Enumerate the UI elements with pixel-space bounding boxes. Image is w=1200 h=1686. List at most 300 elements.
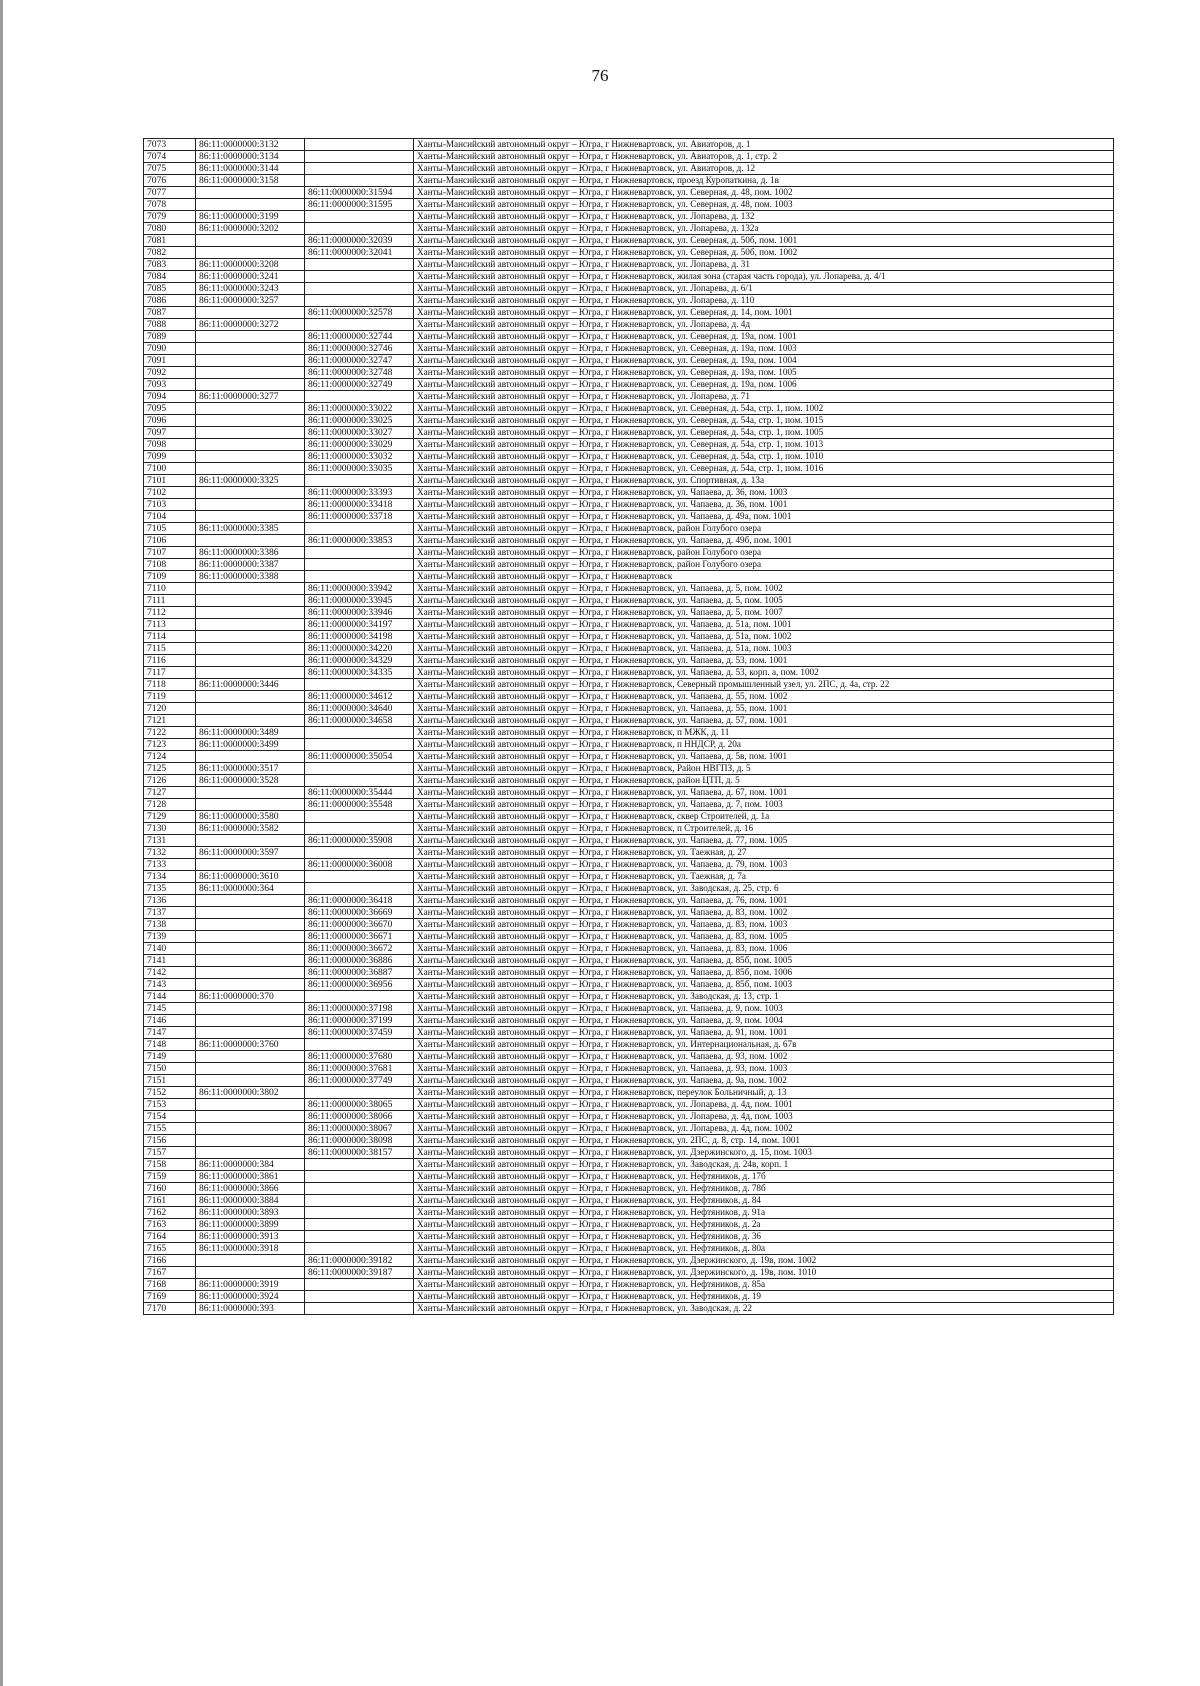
- sub-cadastral-number-cell: 86:11:0000000:37199: [305, 1015, 414, 1027]
- registry-table-body: [144, 139, 1114, 1315]
- sub-cadastral-number-cell: 86:11:0000000:33393: [305, 487, 414, 499]
- sub-cadastral-number-cell: 86:11:0000000:38098: [305, 1135, 414, 1147]
- row-number-cell: 7153: [144, 1099, 196, 1111]
- cadastral-number-cell: 86:11:0000000:3861: [196, 1171, 305, 1183]
- row-number-cell: 7103: [144, 499, 196, 511]
- address-cell: Ханты-Мансийский автономный округ – Югра, г Нижневартовск, переулок Больничный, д. 13: [414, 1087, 1114, 1099]
- table-row: [144, 403, 1114, 415]
- row-number-cell: 7132: [144, 847, 196, 859]
- row-number-cell: 7134: [144, 871, 196, 883]
- row-number-cell: 7160: [144, 1183, 196, 1195]
- sub-cadastral-number-cell: 86:11:0000000:36669: [305, 907, 414, 919]
- row-number-cell: 7146: [144, 1015, 196, 1027]
- cadastral-number-cell: [196, 835, 305, 847]
- table-row: [144, 175, 1114, 187]
- address-cell: Ханты-Мансийский автономный округ – Югра, г Нижневартовск, ул. Нефтяников, д. 19: [414, 1291, 1114, 1303]
- address-cell: Ханты-Мансийский автономный округ – Югра, г Нижневартовск, ул. Таежная, д. 27: [414, 847, 1114, 859]
- table-row: [144, 187, 1114, 199]
- address-cell: Ханты-Мансийский автономный округ – Югра, г Нижневартовск, ул. Чапаева, д. 9, пом. 1003: [414, 1003, 1114, 1015]
- sub-cadastral-number-cell: [305, 1039, 414, 1051]
- sub-cadastral-number-cell: 86:11:0000000:33945: [305, 595, 414, 607]
- sub-cadastral-number-cell: 86:11:0000000:33853: [305, 535, 414, 547]
- row-number-cell: 7125: [144, 763, 196, 775]
- row-number-cell: 7101: [144, 475, 196, 487]
- cadastral-number-cell: 86:11:0000000:3582: [196, 823, 305, 835]
- address-cell: Ханты-Мансийский автономный округ – Югра, г Нижневартовск, проезд Куропаткина, д. 1в: [414, 175, 1114, 187]
- cadastral-number-cell: [196, 187, 305, 199]
- row-number-cell: 7092: [144, 367, 196, 379]
- row-number-cell: 7155: [144, 1123, 196, 1135]
- sub-cadastral-number-cell: [305, 319, 414, 331]
- cadastral-number-cell: [196, 967, 305, 979]
- address-cell: Ханты-Мансийский автономный округ – Югра, г Нижневартовск, ул. Чапаева, д. 83, пом. 1002: [414, 907, 1114, 919]
- table-row: [144, 151, 1114, 163]
- address-cell: Ханты-Мансийский автономный округ – Югра, г Нижневартовск, ул. Северная, д. 19а, пом. 1005: [414, 367, 1114, 379]
- table-row: [144, 163, 1114, 175]
- table-row: [144, 1219, 1114, 1231]
- sub-cadastral-number-cell: 86:11:0000000:33946: [305, 607, 414, 619]
- table-row: [144, 871, 1114, 883]
- cadastral-number-cell: [196, 403, 305, 415]
- table-row: [144, 847, 1114, 859]
- address-cell: Ханты-Мансийский автономный округ – Югра, г Нижневартовск, ул. Северная, д. 54а, стр. 1, пом. 1016: [414, 463, 1114, 475]
- address-cell: Ханты-Мансийский автономный округ – Югра, г Нижневартовск, ул. Чапаева, д. 83, пом. 1006: [414, 943, 1114, 955]
- address-cell: Ханты-Мансийский автономный округ – Югра, г Нижневартовск, район Голубого озера: [414, 547, 1114, 559]
- address-cell: Ханты-Мансийский автономный округ – Югра, г Нижневартовск, ул. Чапаева, д. 49б, пом. 1001: [414, 535, 1114, 547]
- address-cell: Ханты-Мансийский автономный округ – Югра, г Нижневартовск, ул. Чапаева, д. 55, пом. 1001: [414, 703, 1114, 715]
- cadastral-number-cell: 86:11:0000000:3580: [196, 811, 305, 823]
- row-number-cell: 7120: [144, 703, 196, 715]
- sub-cadastral-number-cell: 86:11:0000000:33942: [305, 583, 414, 595]
- cadastral-number-cell: [196, 751, 305, 763]
- table-row: [144, 1111, 1114, 1123]
- cadastral-number-cell: [196, 343, 305, 355]
- address-cell: Ханты-Мансийский автономный округ – Югра, г Нижневартовск, ул. Чапаева, д. 67, пом. 1001: [414, 787, 1114, 799]
- table-row: [144, 559, 1114, 571]
- cadastral-number-cell: [196, 463, 305, 475]
- table-row: [144, 799, 1114, 811]
- row-number-cell: 7117: [144, 667, 196, 679]
- sub-cadastral-number-cell: 86:11:0000000:32749: [305, 379, 414, 391]
- row-number-cell: 7150: [144, 1063, 196, 1075]
- cadastral-number-cell: [196, 1027, 305, 1039]
- sub-cadastral-number-cell: [305, 1231, 414, 1243]
- address-cell: Ханты-Мансийский автономный округ – Югра, г Нижневартовск, ул. Чапаева, д. 93, пом. 1002: [414, 1051, 1114, 1063]
- table-row: [144, 1075, 1114, 1087]
- sub-cadastral-number-cell: [305, 295, 414, 307]
- address-cell: Ханты-Мансийский автономный округ – Югра, г Нижневартовск, ул. Северная, д. 50б, пом. 1001: [414, 235, 1114, 247]
- row-number-cell: 7163: [144, 1219, 196, 1231]
- row-number-cell: 7108: [144, 559, 196, 571]
- address-cell: Ханты-Мансийский автономный округ – Югра, г Нижневартовск, ул. Чапаева, д. 55, пом. 1002: [414, 691, 1114, 703]
- table-row: [144, 775, 1114, 787]
- row-number-cell: 7157: [144, 1147, 196, 1159]
- table-row: [144, 259, 1114, 271]
- sub-cadastral-number-cell: 86:11:0000000:32744: [305, 331, 414, 343]
- sub-cadastral-number-cell: [305, 991, 414, 1003]
- cadastral-number-cell: [196, 355, 305, 367]
- cadastral-number-cell: [196, 367, 305, 379]
- address-cell: Ханты-Мансийский автономный округ – Югра, г Нижневартовск, ул. Дзержинского, д. 15, пом. 1003: [414, 1147, 1114, 1159]
- cadastral-number-cell: [196, 1099, 305, 1111]
- row-number-cell: 7136: [144, 895, 196, 907]
- address-cell: Ханты-Мансийский автономный округ – Югра, г Нижневартовск, ул. Северная, д. 54а, стр. 1, пом. 1002: [414, 403, 1114, 415]
- row-number-cell: 7073: [144, 139, 196, 151]
- sub-cadastral-number-cell: 86:11:0000000:36008: [305, 859, 414, 871]
- table-row: [144, 955, 1114, 967]
- row-number-cell: 7152: [144, 1087, 196, 1099]
- cadastral-number-cell: 86:11:0000000:3893: [196, 1207, 305, 1219]
- address-cell: Ханты-Мансийский автономный округ – Югра, г Нижневартовск, ул. Лопарева, д. 6/1: [414, 283, 1114, 295]
- sub-cadastral-number-cell: [305, 1171, 414, 1183]
- sub-cadastral-number-cell: [305, 1159, 414, 1171]
- address-cell: Ханты-Мансийский автономный округ – Югра, г Нижневартовск, ул. Лопарева, д. 71: [414, 391, 1114, 403]
- sub-cadastral-number-cell: 86:11:0000000:33032: [305, 451, 414, 463]
- address-cell: Ханты-Мансийский автономный округ – Югра, г Нижневартовск, ул. Чапаева, д. 53, пом. 1001: [414, 655, 1114, 667]
- cadastral-number-cell: 86:11:0000000:3866: [196, 1183, 305, 1195]
- sub-cadastral-number-cell: 86:11:0000000:39182: [305, 1255, 414, 1267]
- table-row: [144, 523, 1114, 535]
- row-number-cell: 7143: [144, 979, 196, 991]
- sub-cadastral-number-cell: [305, 175, 414, 187]
- address-cell: Ханты-Мансийский автономный округ – Югра, г Нижневартовск, ул. Чапаева, д. 51а, пом. 1001: [414, 619, 1114, 631]
- sub-cadastral-number-cell: [305, 847, 414, 859]
- cadastral-number-cell: [196, 427, 305, 439]
- row-number-cell: 7166: [144, 1255, 196, 1267]
- table-row: [144, 295, 1114, 307]
- address-cell: Ханты-Мансийский автономный округ – Югра, г Нижневартовск, ул. Северная, д. 19а, пом. 1004: [414, 355, 1114, 367]
- cadastral-number-cell: [196, 499, 305, 511]
- table-row: [144, 235, 1114, 247]
- cadastral-number-cell: [196, 247, 305, 259]
- row-number-cell: 7140: [144, 943, 196, 955]
- cadastral-number-cell: [196, 919, 305, 931]
- cadastral-number-cell: 86:11:0000000:3158: [196, 175, 305, 187]
- address-cell: Ханты-Мансийский автономный округ – Югра, г Нижневартовск, ул. Заводская, д. 24в, корп. 1: [414, 1159, 1114, 1171]
- sub-cadastral-number-cell: 86:11:0000000:34640: [305, 703, 414, 715]
- row-number-cell: 7112: [144, 607, 196, 619]
- table-row: [144, 415, 1114, 427]
- row-number-cell: 7144: [144, 991, 196, 1003]
- cadastral-number-cell: 86:11:0000000:3924: [196, 1291, 305, 1303]
- address-cell: Ханты-Мансийский автономный округ – Югра, г Нижневартовск, ул. Заводская, д. 22: [414, 1303, 1114, 1315]
- row-number-cell: 7148: [144, 1039, 196, 1051]
- address-cell: Ханты-Мансийский автономный округ – Югра, г Нижневартовск, ул. Северная, д. 54а, стр. 1, пом. 1005: [414, 427, 1114, 439]
- row-number-cell: 7159: [144, 1171, 196, 1183]
- row-number-cell: 7107: [144, 547, 196, 559]
- table-row: [144, 439, 1114, 451]
- registry-table: [143, 138, 1114, 1315]
- address-cell: Ханты-Мансийский автономный округ – Югра, г Нижневартовск, ул. Чапаева, д. 51а, пом. 1003: [414, 643, 1114, 655]
- address-cell: Ханты-Мансийский автономный округ – Югра, г Нижневартовск, ул. Чапаева, д. 5, пом. 1007: [414, 607, 1114, 619]
- cadastral-number-cell: 86:11:0000000:364: [196, 883, 305, 895]
- sub-cadastral-number-cell: [305, 139, 414, 151]
- sub-cadastral-number-cell: [305, 559, 414, 571]
- table-row: [144, 1135, 1114, 1147]
- sub-cadastral-number-cell: 86:11:0000000:36670: [305, 919, 414, 931]
- cadastral-number-cell: [196, 379, 305, 391]
- address-cell: Ханты-Мансийский автономный округ – Югра, г Нижневартовск, ул. Чапаева, д. 83, пом. 1003: [414, 919, 1114, 931]
- row-number-cell: 7156: [144, 1135, 196, 1147]
- sub-cadastral-number-cell: 86:11:0000000:32578: [305, 307, 414, 319]
- table-row: [144, 535, 1114, 547]
- cadastral-number-cell: 86:11:0000000:3528: [196, 775, 305, 787]
- sub-cadastral-number-cell: [305, 475, 414, 487]
- address-cell: Ханты-Мансийский автономный округ – Югра, г Нижневартовск, ул. Спортивная, д. 13а: [414, 475, 1114, 487]
- sub-cadastral-number-cell: 86:11:0000000:33022: [305, 403, 414, 415]
- sub-cadastral-number-cell: 86:11:0000000:36956: [305, 979, 414, 991]
- address-cell: Ханты-Мансийский автономный округ – Югра, г Нижневартовск, ул. Заводская, д. 13, стр. 1: [414, 991, 1114, 1003]
- sub-cadastral-number-cell: 86:11:0000000:31595: [305, 199, 414, 211]
- cadastral-number-cell: 86:11:0000000:3325: [196, 475, 305, 487]
- row-number-cell: 7082: [144, 247, 196, 259]
- table-row: [144, 547, 1114, 559]
- table-row: [144, 715, 1114, 727]
- row-number-cell: 7088: [144, 319, 196, 331]
- sub-cadastral-number-cell: [305, 547, 414, 559]
- table-row: [144, 727, 1114, 739]
- table-row: [144, 247, 1114, 259]
- row-number-cell: 7077: [144, 187, 196, 199]
- table-row: [144, 139, 1114, 151]
- sub-cadastral-number-cell: 86:11:0000000:34658: [305, 715, 414, 727]
- address-cell: Ханты-Мансийский автономный округ – Югра, г Нижневартовск, ул. Авиаторов, д. 1: [414, 139, 1114, 151]
- address-cell: Ханты-Мансийский автономный округ – Югра, г Нижневартовск, ул. 2ПС, д. 8, стр. 14, пом. 1001: [414, 1135, 1114, 1147]
- address-cell: Ханты-Мансийский автономный округ – Югра, г Нижневартовск, ул. Нефтяников, д. 80а: [414, 1243, 1114, 1255]
- row-number-cell: 7106: [144, 535, 196, 547]
- cadastral-number-cell: [196, 787, 305, 799]
- address-cell: Ханты-Мансийский автономный округ – Югра, г Нижневартовск, ул. Чапаева, д. 85б, пом. 1006: [414, 967, 1114, 979]
- row-number-cell: 7164: [144, 1231, 196, 1243]
- address-cell: Ханты-Мансийский автономный округ – Югра, г Нижневартовск, ул. Лопарева, д. 110: [414, 295, 1114, 307]
- sub-cadastral-number-cell: 86:11:0000000:34612: [305, 691, 414, 703]
- cadastral-number-cell: 86:11:0000000:3257: [196, 295, 305, 307]
- cadastral-number-cell: [196, 487, 305, 499]
- address-cell: Ханты-Мансийский автономный округ – Югра, г Нижневартовск, ул. Чапаева, д. 77, пом. 1005: [414, 835, 1114, 847]
- row-number-cell: 7074: [144, 151, 196, 163]
- cadastral-number-cell: [196, 415, 305, 427]
- address-cell: Ханты-Мансийский автономный округ – Югра, г Нижневартовск, ул. Северная, д. 19а, пом. 1001: [414, 331, 1114, 343]
- sub-cadastral-number-cell: 86:11:0000000:36418: [305, 895, 414, 907]
- sub-cadastral-number-cell: 86:11:0000000:34197: [305, 619, 414, 631]
- row-number-cell: 7109: [144, 571, 196, 583]
- sub-cadastral-number-cell: [305, 823, 414, 835]
- table-row: [144, 835, 1114, 847]
- table-row: [144, 607, 1114, 619]
- cadastral-number-cell: [196, 631, 305, 643]
- sub-cadastral-number-cell: [305, 211, 414, 223]
- row-number-cell: 7128: [144, 799, 196, 811]
- table-row: [144, 811, 1114, 823]
- row-number-cell: 7138: [144, 919, 196, 931]
- cadastral-number-cell: [196, 199, 305, 211]
- address-cell: Ханты-Мансийский автономный округ – Югра, г Нижневартовск, ул. Северная, д. 54а, стр. 1, пом. 1013: [414, 439, 1114, 451]
- row-number-cell: 7130: [144, 823, 196, 835]
- cadastral-number-cell: [196, 667, 305, 679]
- table-row: [144, 1195, 1114, 1207]
- cadastral-number-cell: [196, 1135, 305, 1147]
- address-cell: Ханты-Мансийский автономный округ – Югра, г Нижневартовск, ул. Чапаева, д. 5в, пом. 1001: [414, 751, 1114, 763]
- address-cell: Ханты-Мансийский автономный округ – Югра, г Нижневартовск, п Строителей, д. 16: [414, 823, 1114, 835]
- cadastral-number-cell: 86:11:0000000:3760: [196, 1039, 305, 1051]
- cadastral-number-cell: 86:11:0000000:3243: [196, 283, 305, 295]
- cadastral-number-cell: [196, 931, 305, 943]
- table-row: [144, 979, 1114, 991]
- address-cell: Ханты-Мансийский автономный округ – Югра, г Нижневартовск, ул. Чапаева, д. 79, пом. 1003: [414, 859, 1114, 871]
- row-number-cell: 7123: [144, 739, 196, 751]
- sub-cadastral-number-cell: 86:11:0000000:37680: [305, 1051, 414, 1063]
- row-number-cell: 7158: [144, 1159, 196, 1171]
- cadastral-number-cell: [196, 655, 305, 667]
- cadastral-number-cell: 86:11:0000000:3386: [196, 547, 305, 559]
- address-cell: Ханты-Мансийский автономный округ – Югра, г Нижневартовск, п МЖК, д. 11: [414, 727, 1114, 739]
- table-row: [144, 967, 1114, 979]
- address-cell: Ханты-Мансийский автономный округ – Югра, г Нижневартовск, п ННДСР, д. 20а: [414, 739, 1114, 751]
- cadastral-number-cell: [196, 895, 305, 907]
- row-number-cell: 7113: [144, 619, 196, 631]
- row-number-cell: 7089: [144, 331, 196, 343]
- cadastral-number-cell: [196, 235, 305, 247]
- sub-cadastral-number-cell: [305, 871, 414, 883]
- sub-cadastral-number-cell: [305, 223, 414, 235]
- cadastral-number-cell: 86:11:0000000:3918: [196, 1243, 305, 1255]
- address-cell: Ханты-Мансийский автономный округ – Югра, г Нижневартовск, ул. Лопарева, д. 4д, пом. 1002: [414, 1123, 1114, 1135]
- cadastral-number-cell: [196, 1267, 305, 1279]
- cadastral-number-cell: [196, 307, 305, 319]
- sub-cadastral-number-cell: 86:11:0000000:38157: [305, 1147, 414, 1159]
- table-row: [144, 451, 1114, 463]
- sub-cadastral-number-cell: 86:11:0000000:38065: [305, 1099, 414, 1111]
- row-number-cell: 7137: [144, 907, 196, 919]
- sub-cadastral-number-cell: [305, 1279, 414, 1291]
- cadastral-number-cell: [196, 955, 305, 967]
- address-cell: Ханты-Мансийский автономный округ – Югра, г Нижневартовск, Район НВГПЗ, д. 5: [414, 763, 1114, 775]
- sub-cadastral-number-cell: [305, 727, 414, 739]
- address-cell: Ханты-Мансийский автономный округ – Югра, г Нижневартовск, ул. Лопарева, д. 132а: [414, 223, 1114, 235]
- row-number-cell: 7091: [144, 355, 196, 367]
- table-row: [144, 1267, 1114, 1279]
- table-row: [144, 895, 1114, 907]
- cadastral-number-cell: [196, 511, 305, 523]
- cadastral-number-cell: [196, 643, 305, 655]
- cadastral-number-cell: [196, 331, 305, 343]
- row-number-cell: 7115: [144, 643, 196, 655]
- cadastral-number-cell: [196, 703, 305, 715]
- sub-cadastral-number-cell: [305, 775, 414, 787]
- row-number-cell: 7094: [144, 391, 196, 403]
- address-cell: Ханты-Мансийский автономный округ – Югра, г Нижневартовск, ул. Чапаева, д. 49а, пом. 1001: [414, 511, 1114, 523]
- cadastral-number-cell: [196, 595, 305, 607]
- sub-cadastral-number-cell: 86:11:0000000:36671: [305, 931, 414, 943]
- row-number-cell: 7081: [144, 235, 196, 247]
- cadastral-number-cell: 86:11:0000000:3385: [196, 523, 305, 535]
- table-row: [144, 475, 1114, 487]
- cadastral-number-cell: 86:11:0000000:3499: [196, 739, 305, 751]
- row-number-cell: 7170: [144, 1303, 196, 1315]
- table-row: [144, 391, 1114, 403]
- row-number-cell: 7086: [144, 295, 196, 307]
- table-row: [144, 1303, 1114, 1315]
- address-cell: Ханты-Мансийский автономный округ – Югра, г Нижневартовск, район Голубого озера: [414, 559, 1114, 571]
- table-row: [144, 1171, 1114, 1183]
- sub-cadastral-number-cell: 86:11:0000000:31594: [305, 187, 414, 199]
- table-row: [144, 919, 1114, 931]
- sub-cadastral-number-cell: [305, 1303, 414, 1315]
- cadastral-number-cell: 86:11:0000000:3489: [196, 727, 305, 739]
- table-row: [144, 499, 1114, 511]
- cadastral-number-cell: [196, 979, 305, 991]
- address-cell: Ханты-Мансийский автономный округ – Югра, г Нижневартовск, ул. Нефтяников, д. 78б: [414, 1183, 1114, 1195]
- cadastral-number-cell: 86:11:0000000:3446: [196, 679, 305, 691]
- address-cell: Ханты-Мансийский автономный округ – Югра, г Нижневартовск, ул. Авиаторов, д. 12: [414, 163, 1114, 175]
- table-row: [144, 355, 1114, 367]
- row-number-cell: 7079: [144, 211, 196, 223]
- cadastral-number-cell: [196, 859, 305, 871]
- table-row: [144, 691, 1114, 703]
- sub-cadastral-number-cell: 86:11:0000000:36672: [305, 943, 414, 955]
- sub-cadastral-number-cell: [305, 811, 414, 823]
- cadastral-number-cell: [196, 1111, 305, 1123]
- address-cell: Ханты-Мансийский автономный округ – Югра, г Нижневартовск, ул. Дзержинского, д. 19в, пом. 1010: [414, 1267, 1114, 1279]
- sub-cadastral-number-cell: 86:11:0000000:37459: [305, 1027, 414, 1039]
- address-cell: Ханты-Мансийский автономный округ – Югра, г Нижневартовск, ул. Нефтяников, д. 85а: [414, 1279, 1114, 1291]
- cadastral-number-cell: 86:11:0000000:3884: [196, 1195, 305, 1207]
- table-row: [144, 1183, 1114, 1195]
- sub-cadastral-number-cell: [305, 523, 414, 535]
- cadastral-number-cell: [196, 1123, 305, 1135]
- sub-cadastral-number-cell: [305, 679, 414, 691]
- sub-cadastral-number-cell: 86:11:0000000:36886: [305, 955, 414, 967]
- cadastral-number-cell: [196, 1051, 305, 1063]
- address-cell: Ханты-Мансийский автономный округ – Югра, г Нижневартовск, Северный промышленный узел, ул. 2ПС, д. 4а, стр. 22: [414, 679, 1114, 691]
- table-row: [144, 427, 1114, 439]
- table-row: [144, 571, 1114, 583]
- address-cell: Ханты-Мансийский автономный округ – Югра, г Нижневартовск, ул. Северная, д. 50б, пом. 1002: [414, 247, 1114, 259]
- cadastral-number-cell: [196, 619, 305, 631]
- table-row: [144, 211, 1114, 223]
- address-cell: Ханты-Мансийский автономный округ – Югра, г Нижневартовск, ул. Чапаева, д. 85б, пом. 1005: [414, 955, 1114, 967]
- sub-cadastral-number-cell: 86:11:0000000:37681: [305, 1063, 414, 1075]
- table-row: [144, 511, 1114, 523]
- cadastral-number-cell: [196, 1075, 305, 1087]
- cadastral-number-cell: [196, 907, 305, 919]
- cadastral-number-cell: 86:11:0000000:3610: [196, 871, 305, 883]
- cadastral-number-cell: 86:11:0000000:393: [196, 1303, 305, 1315]
- table-row: [144, 703, 1114, 715]
- address-cell: Ханты-Мансийский автономный округ – Югра, г Нижневартовск, ул. Заводская, д. 25, стр. 6: [414, 883, 1114, 895]
- address-cell: Ханты-Мансийский автономный округ – Югра, г Нижневартовск, ул. Дзержинского, д. 19в, пом. 1002: [414, 1255, 1114, 1267]
- sub-cadastral-number-cell: 86:11:0000000:34220: [305, 643, 414, 655]
- table-row: [144, 223, 1114, 235]
- sub-cadastral-number-cell: 86:11:0000000:39187: [305, 1267, 414, 1279]
- row-number-cell: 7126: [144, 775, 196, 787]
- cadastral-number-cell: [196, 715, 305, 727]
- address-cell: Ханты-Мансийский автономный округ – Югра, г Нижневартовск, жилая зона (старая часть города), ул. Лопарева, д. 4/1: [414, 271, 1114, 283]
- cadastral-number-cell: [196, 1003, 305, 1015]
- table-row: [144, 1255, 1114, 1267]
- row-number-cell: 7090: [144, 343, 196, 355]
- table-row: [144, 667, 1114, 679]
- row-number-cell: 7100: [144, 463, 196, 475]
- address-cell: Ханты-Мансийский автономный округ – Югра, г Нижневартовск, ул. Лопарева, д. 4д: [414, 319, 1114, 331]
- table-row: [144, 1231, 1114, 1243]
- cadastral-number-cell: [196, 943, 305, 955]
- row-number-cell: 7085: [144, 283, 196, 295]
- row-number-cell: 7131: [144, 835, 196, 847]
- table-row: [144, 283, 1114, 295]
- sub-cadastral-number-cell: 86:11:0000000:35908: [305, 835, 414, 847]
- address-cell: Ханты-Мансийский автономный округ – Югра, г Нижневартовск, ул. Северная, д. 19а, пом. 1006: [414, 379, 1114, 391]
